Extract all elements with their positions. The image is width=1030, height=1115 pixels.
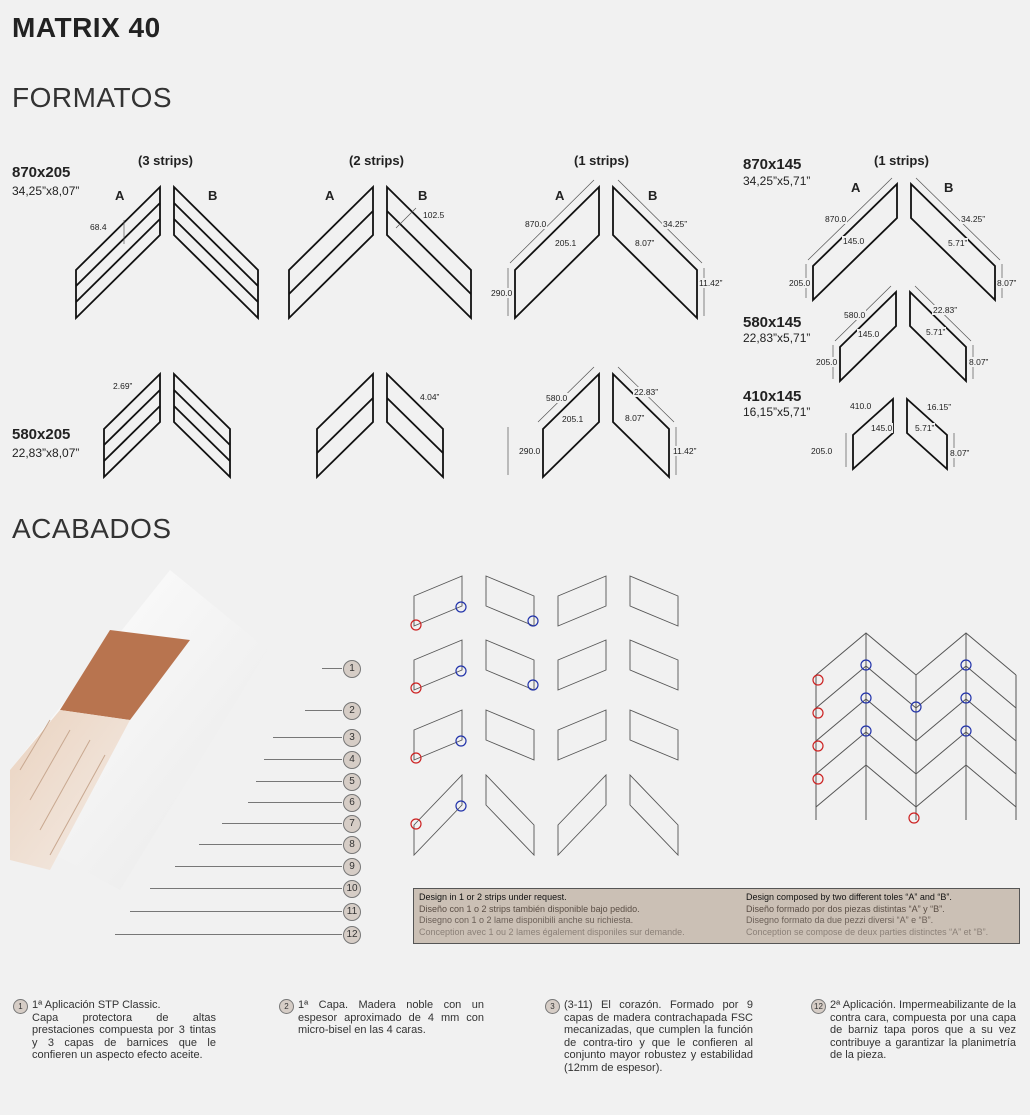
side-a-label: A	[555, 188, 565, 203]
side-a-label: A	[325, 188, 335, 203]
chevron-1-strip-large	[515, 187, 697, 318]
layer-badge-12: 12	[343, 926, 361, 944]
format-name-580x145: 580x145	[743, 314, 802, 331]
dim-label: 870.0	[825, 214, 847, 224]
side-a-label: A	[115, 188, 125, 203]
page-title: MATRIX 40	[12, 12, 161, 43]
description-badge: 2	[279, 999, 294, 1014]
chevron-2-strips-small	[317, 374, 443, 477]
note-left-en: Design in 1 or 2 strips under request.	[419, 892, 567, 902]
layer-badge-4: 4	[343, 751, 361, 769]
dim-label: 580.0	[546, 393, 568, 403]
assembled-pattern	[816, 633, 1016, 820]
leader-line	[115, 934, 342, 935]
format-inches-870x205: 34,25”x8,07”	[12, 184, 80, 198]
dim-label: 205.1	[555, 238, 577, 248]
layer-badge-10: 10	[343, 880, 361, 898]
dim-label: 16.15”	[927, 402, 952, 412]
design-notes-box	[413, 888, 1020, 944]
dim-label: 5.71”	[948, 238, 968, 248]
dim-label: 102.5	[423, 210, 445, 220]
format-name-870x205: 870x205	[12, 164, 71, 181]
dim-label: 34.25”	[961, 214, 986, 224]
description-text: 1ª Capa. Madera noble con un espesor aproximado de 4 mm con micro-bisel en las 4 caras.	[298, 999, 484, 1036]
description-text: 2ª Aplicación. Impermeabilizante de la contra cara, compuesta por una capa de barniz tapa poros que a su vez contribuye a garantizar la planimetría de la pieza.	[830, 999, 1016, 1061]
dim-label: 290.0	[519, 446, 541, 456]
section-formatos-heading: FORMATOS	[12, 82, 173, 113]
dim-label: 205.0	[811, 446, 833, 456]
dim-label: 8.07”	[635, 238, 655, 248]
chevron-2-strips-large	[289, 187, 471, 318]
layer-badge-6: 6	[343, 794, 361, 812]
description-badge: 3	[545, 999, 560, 1014]
dim-label: 145.0	[858, 329, 880, 339]
description-lead: 1ª Aplicación STP Classic.	[32, 999, 161, 1011]
note-right-it: Disegno formato da due pezzi diversi “A” e “B”.	[746, 915, 934, 925]
dim-label: 145.0	[871, 423, 893, 433]
leader-line	[248, 802, 342, 803]
format-inches-580x205: 22,83”x8,07”	[12, 446, 80, 460]
format-inches-410x145: 16,15”x5,71”	[743, 405, 811, 419]
dim-label: 5.71”	[926, 327, 946, 337]
layer-badge-2: 2	[343, 702, 361, 720]
strip-label-3: (3 strips)	[138, 153, 193, 168]
strip-label-1: (1 strips)	[574, 153, 629, 168]
dim-label: 145.0	[843, 236, 865, 246]
dim-label: 8.07”	[997, 278, 1017, 288]
side-b-label: B	[648, 188, 658, 203]
leader-line	[199, 844, 342, 845]
description-text: (3-11) El corazón. Formado por 9 capas de madera contrachapada FSC mecanizadas, que cumplen la función de contra-tiro y que le confieren al conjunto mayor robustez y estabilidad (12mm de espesor).	[564, 999, 753, 1074]
chevron-3-strips-large	[76, 187, 258, 318]
format-name-410x145: 410x145	[743, 388, 802, 405]
layer-badge-5: 5	[343, 773, 361, 791]
strip-label-2: (2 strips)	[349, 153, 404, 168]
leader-line	[130, 911, 342, 912]
dim-label: 205.0	[816, 357, 838, 367]
side-a-label: A	[851, 180, 861, 195]
section-acabados-heading: ACABADOS	[12, 513, 172, 544]
description-badge: 1	[13, 999, 28, 1014]
leader-line	[150, 888, 342, 889]
format-name-870x145: 870x145	[743, 156, 802, 173]
layer-badge-9: 9	[343, 858, 361, 876]
dim-label: 68.4	[90, 222, 107, 232]
leader-line	[264, 759, 342, 760]
note-right-en: Design composed by two different toles “A” and “B”.	[746, 892, 952, 902]
note-right-fr: Conception se compose de deux parties distinctes “A” et “B”.	[746, 926, 989, 937]
description-badge: 12	[811, 999, 826, 1014]
dim-label: 22.83”	[933, 305, 958, 315]
dim-label: 580.0	[844, 310, 866, 320]
dim-label: 205.0	[789, 278, 811, 288]
leader-line	[322, 668, 342, 669]
note-left-fr: Conception avec 1 ou 2 lames également disponiles sur demande.	[419, 926, 685, 937]
leader-line	[305, 710, 342, 711]
dim-label: 22.83”	[634, 387, 659, 397]
leader-line	[175, 866, 342, 867]
dim-label: 870.0	[525, 219, 547, 229]
dim-label: 34.25”	[663, 219, 688, 229]
pattern-tiles	[414, 576, 678, 855]
description-layer-3-11	[550, 999, 753, 1074]
dim-label: 8.07”	[969, 357, 989, 367]
layer-badge-8: 8	[343, 836, 361, 854]
note-right-es: Diseño formado por dos piezas distintas “A” y “B”.	[746, 903, 945, 914]
layer-badge-7: 7	[343, 815, 361, 833]
description-layer-1	[18, 999, 216, 1062]
note-left-it: Disegno con 1 o 2 lame disponibili anche su richiesta.	[419, 915, 634, 925]
leader-line	[273, 737, 342, 738]
description-text: Capa protectora de altas prestaciones compuesta por 3 tintas y 3 capas de barnices que le confieren un aspecto efecto aceite.	[32, 1011, 216, 1061]
layer-badge-3: 3	[343, 729, 361, 747]
dim-label: 8.07”	[625, 413, 645, 423]
side-b-label: B	[944, 180, 954, 195]
dim-label: 5.71”	[915, 423, 935, 433]
dim-label: 11.42”	[699, 278, 723, 288]
dim-label: 205.1	[562, 414, 584, 424]
format-name-580x205: 580x205	[12, 426, 71, 443]
description-layer-12	[814, 999, 1016, 1062]
leader-line	[256, 781, 342, 782]
layer-stack-illustration	[10, 570, 268, 890]
side-b-label: B	[208, 188, 218, 203]
layer-badge-1: 1	[343, 660, 361, 678]
layer-badge-11: 11	[343, 903, 361, 921]
side-b-label: B	[418, 188, 428, 203]
dim-label: 11.42”	[673, 446, 697, 456]
description-layer-2	[284, 999, 484, 1037]
dim-label: 2.69”	[113, 381, 133, 391]
dim-label: 290.0	[491, 288, 513, 298]
leader-line	[222, 823, 342, 824]
strip-label-1-narrow: (1 strips)	[874, 153, 929, 168]
dim-label: 410.0	[850, 401, 872, 411]
dim-label: 8.07”	[950, 448, 970, 458]
dim-label: 4.04”	[420, 392, 440, 402]
note-left-es: Diseño con 1 o 2 strips también disponible bajo pedido.	[419, 903, 640, 914]
format-inches-580x145: 22,83”x5,71”	[743, 331, 811, 345]
format-inches-870x145: 34,25”x5,71”	[743, 174, 811, 188]
